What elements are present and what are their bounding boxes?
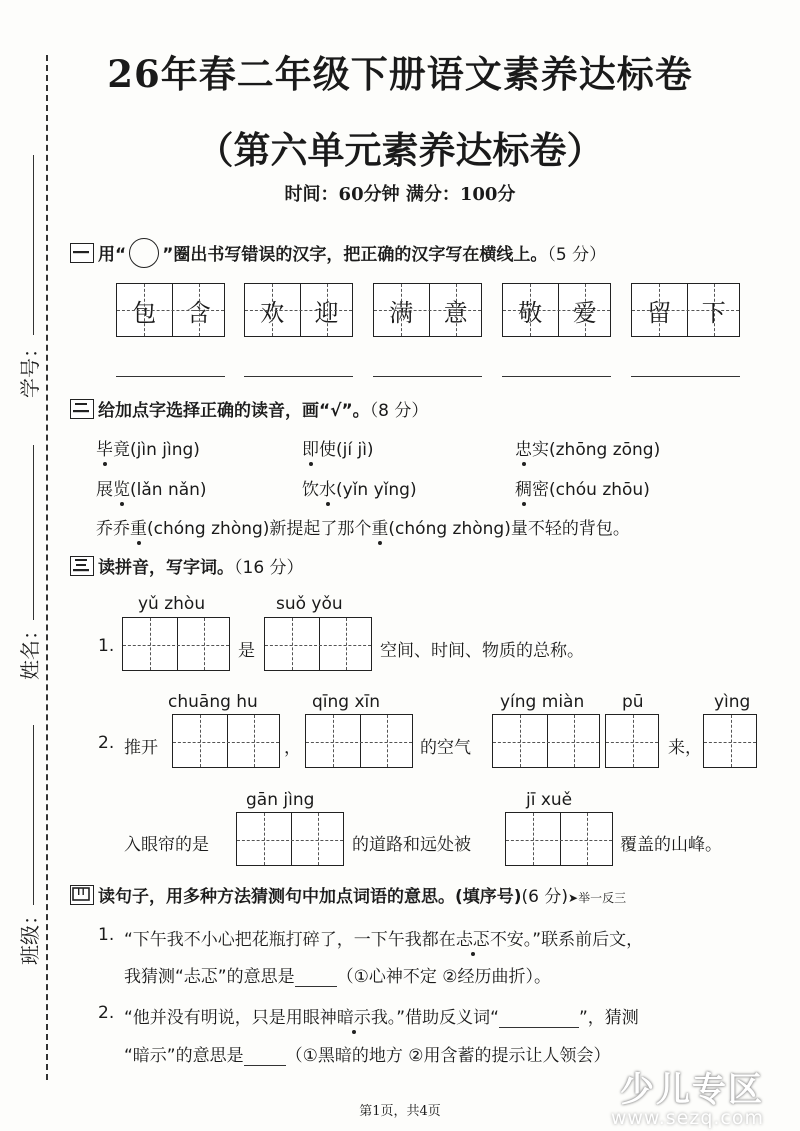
- sentence-lead: 推开: [124, 738, 158, 758]
- word-char: 欢: [260, 298, 285, 327]
- connector-text: 来，: [668, 738, 702, 758]
- sentence-lead: 入眼帘的是: [124, 835, 209, 855]
- reading-item: 稠密(chóu zhōu): [515, 475, 650, 500]
- writing-grid[interactable]: [305, 714, 413, 768]
- word-char: 含: [186, 298, 211, 327]
- section-number-icon: [70, 399, 94, 419]
- student-id-label: 学号：: [18, 338, 42, 398]
- question-number: 1.: [98, 925, 115, 945]
- word-box: [631, 283, 740, 337]
- exam-meta: 时间：60分钟 满分：100分: [284, 184, 516, 205]
- answer-line[interactable]: [502, 376, 611, 377]
- writing-grid[interactable]: [703, 714, 757, 768]
- pinyin-label: suǒ yǒu: [276, 594, 343, 614]
- section-1-heading: 用“ ”圈出书写错误的汉字，把正确的汉字写在横线上。（5 分）: [70, 238, 606, 268]
- word-box: [373, 283, 482, 337]
- pinyin-label: yǔ zhòu: [138, 594, 206, 614]
- question-text: “下午我不小心把花瓶打碎了，一下午我都在忐忑不安。”联系前后文，: [124, 925, 643, 950]
- word-box: [502, 283, 611, 337]
- binding-dashed-line: [46, 55, 48, 1080]
- reading-item: 忠实(zhōng zōng): [515, 435, 660, 460]
- answer-blank[interactable]: [244, 1047, 286, 1066]
- reading-item: 毕竟(jìn jìng): [96, 435, 200, 460]
- answer-line[interactable]: [373, 376, 482, 377]
- answer-blank[interactable]: [295, 968, 337, 987]
- word-char: 爱: [572, 298, 597, 327]
- page-subtitle: （第六单元素养达标卷）: [196, 128, 604, 172]
- pinyin-label: pū: [622, 692, 644, 712]
- name-label: 姓名：: [18, 620, 42, 680]
- word-char: 意: [443, 298, 468, 327]
- reading-sentence: 乔乔重(chóng zhòng)新提起了那个重(chóng zhòng)量不轻的背包。: [96, 514, 630, 539]
- pinyin-label: jī xuě: [526, 790, 573, 810]
- pinyin-label: chuāng hu: [168, 692, 258, 712]
- comma-text: ，: [284, 738, 301, 758]
- connector-text: 的空气: [420, 738, 471, 758]
- question-text: 我猜测“忐忑”的意思是 （①心神不定 ②经历曲折）。: [124, 967, 552, 987]
- word-char: 敬: [518, 298, 543, 327]
- word-char: 留: [647, 298, 672, 327]
- answer-blank[interactable]: [499, 1009, 579, 1028]
- connector-text: 是: [238, 641, 255, 661]
- writing-grid[interactable]: [605, 714, 659, 768]
- answer-line[interactable]: [244, 376, 353, 377]
- page-footer: 第1页，共4页: [359, 1104, 441, 1119]
- section-number-icon: [70, 556, 94, 576]
- section-number-icon: [70, 243, 94, 263]
- word-char: 下: [701, 298, 726, 327]
- question-text: “暗示”的意思是 （①黑暗的地方 ②用含蓄的提示让人领会）: [124, 1046, 611, 1066]
- reading-item: 展览(lǎn nǎn): [96, 475, 207, 500]
- section-3-heading: 读拼音，写字词。（16 分）: [70, 553, 304, 578]
- class-label: 班级：: [18, 905, 42, 965]
- section-2-heading: 给加点字选择正确的读音，画“√”。（8 分）: [70, 396, 428, 421]
- circle-icon: [129, 238, 159, 268]
- sentence-tail: 空间、时间、物质的总称。: [380, 641, 584, 661]
- question-number: 2.: [98, 1003, 115, 1023]
- word-box: [116, 283, 225, 337]
- word-char: 包: [132, 298, 157, 327]
- question-number: 1.: [98, 636, 115, 656]
- writing-grid[interactable]: [122, 617, 230, 671]
- word-box: [244, 283, 353, 337]
- pinyin-label: yìng: [714, 692, 751, 712]
- pinyin-label: gān jìng: [246, 790, 315, 810]
- question-number: 2.: [98, 733, 115, 753]
- pinyin-label: qīng xīn: [312, 692, 381, 712]
- question-text: “他并没有明说，只是用眼神暗示我。”借助反义词“ ”，猜测: [124, 1003, 639, 1028]
- word-char: 迎: [314, 298, 339, 327]
- section-4-heading: 读句子，用多种方法猜测句中加点词语的意思。(填序号)(6 分)➤举一反三: [70, 882, 626, 907]
- pinyin-label: yíng miàn: [500, 692, 585, 712]
- answer-line[interactable]: [631, 376, 740, 377]
- writing-grid[interactable]: [505, 812, 613, 866]
- writing-grid[interactable]: [492, 714, 600, 768]
- sentence-tail: 覆盖的山峰。: [620, 835, 722, 855]
- writing-grid[interactable]: [236, 812, 344, 866]
- reading-item: 饮水(yǐn yǐng): [302, 475, 417, 500]
- reading-item: 即使(jí jì): [302, 435, 374, 460]
- page-title: 26年春二年级下册语文素养达标卷: [107, 52, 693, 96]
- connector-text: 的道路和远处被: [352, 835, 471, 855]
- word-char: 满: [389, 298, 414, 327]
- class-line: [33, 725, 34, 905]
- answer-line[interactable]: [116, 376, 225, 377]
- writing-grid[interactable]: [264, 617, 372, 671]
- watermark-logo: 少儿专区: [620, 1070, 764, 1110]
- writing-grid[interactable]: [172, 714, 280, 768]
- section-number-icon: [70, 885, 94, 905]
- watermark-url: www.sezq.com: [610, 1107, 764, 1129]
- name-line: [33, 445, 34, 620]
